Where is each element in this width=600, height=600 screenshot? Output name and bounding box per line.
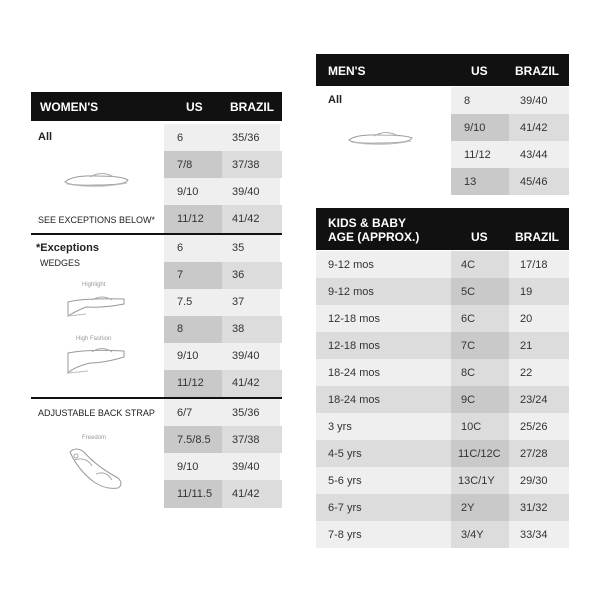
womens-see-exceptions-note: SEE EXCEPTIONS BELOW* bbox=[38, 215, 156, 225]
womens-strap-us-3: 11/11.5 bbox=[177, 488, 213, 500]
kids-brazil-4: 22 bbox=[520, 367, 533, 379]
kids-brazil-8: 29/30 bbox=[520, 475, 548, 487]
womens-exc-brazil-5: 41/42 bbox=[232, 377, 260, 389]
kids-title-line1: KIDS & BABY bbox=[328, 216, 407, 230]
mens-header bbox=[316, 54, 569, 86]
kids-us-2: 6C bbox=[461, 313, 476, 325]
womens-all-brazil-0: 35/36 bbox=[232, 132, 260, 144]
kids-age-10: 7-8 yrs bbox=[328, 529, 362, 541]
womens-header bbox=[31, 92, 282, 121]
womens-strap-brazil-1: 37/38 bbox=[232, 434, 260, 446]
kids-us-8: 13C/1Y bbox=[458, 475, 495, 487]
kids-age-9: 6-7 yrs bbox=[328, 502, 362, 514]
womens-all-brazil-1: 37/38 bbox=[232, 159, 260, 171]
mens-brazil-2: 43/44 bbox=[520, 149, 548, 161]
adjustable-back-strap-label: ADJUSTABLE BACK STRAP bbox=[38, 408, 155, 418]
kids-brazil-7: 27/28 bbox=[520, 448, 548, 460]
kids-us-band bbox=[451, 251, 509, 278]
kids-age-0: 9-12 mos bbox=[328, 259, 374, 271]
womens-all-label: All bbox=[38, 131, 53, 143]
womens-all-brazil-3: 41/42 bbox=[232, 213, 260, 225]
mens-flip-flop-illustration bbox=[346, 126, 416, 150]
womens-strap-us-2: 9/10 bbox=[177, 461, 199, 473]
womens-exc-us-1: 7 bbox=[177, 269, 184, 281]
kids-age-7: 4-5 yrs bbox=[328, 448, 362, 460]
womens-exc-us-0: 6 bbox=[177, 242, 184, 254]
womens-row-band bbox=[164, 262, 222, 289]
kids-brazil-1: 19 bbox=[520, 286, 533, 298]
kids-us-6: 10C bbox=[461, 421, 482, 433]
womens-exc-us-2: 7.5 bbox=[177, 296, 193, 308]
mens-brazil-heading: BRAZIL bbox=[515, 64, 559, 78]
kids-age-2: 12-18 mos bbox=[328, 313, 380, 325]
womens-strap-us-0: 6/7 bbox=[177, 407, 193, 419]
kids-brazil-10: 33/34 bbox=[520, 529, 548, 541]
kids-us-7: 11C/12C bbox=[458, 448, 501, 460]
kids-age-8: 5-6 yrs bbox=[328, 475, 362, 487]
mens-all-label: All bbox=[328, 94, 343, 106]
womens-all-us-0: 6 bbox=[177, 132, 184, 144]
kids-brazil-0: 17/18 bbox=[520, 259, 548, 271]
strap-sandal-illustration bbox=[66, 444, 126, 492]
womens-exc-brazil-3: 38 bbox=[232, 323, 245, 335]
womens-all-us-2: 9/10 bbox=[177, 186, 199, 198]
kids-brazil-6: 25/26 bbox=[520, 421, 548, 433]
kids-brazil-heading: BRAZIL bbox=[515, 230, 559, 244]
womens-strap-us-1: 7.5/8.5 bbox=[177, 434, 211, 446]
mens-us-3: 13 bbox=[464, 176, 477, 188]
womens-row-band bbox=[164, 151, 222, 178]
kids-us-10: 3/4Y bbox=[461, 529, 484, 541]
womens-exc-us-4: 9/10 bbox=[177, 350, 199, 362]
womens-exc-brazil-4: 39/40 bbox=[232, 350, 260, 362]
mens-brazil-1: 41/42 bbox=[520, 122, 548, 134]
womens-all-brazil-2: 39/40 bbox=[232, 186, 260, 198]
kids-brazil-2: 20 bbox=[520, 313, 533, 325]
kids-us-band bbox=[451, 386, 509, 413]
high-wedge-illustration bbox=[64, 345, 128, 375]
womens-row-band bbox=[222, 316, 282, 343]
kids-us-band bbox=[451, 305, 509, 332]
kids-age-6: 3 yrs bbox=[328, 421, 352, 433]
kids-brazil-9: 31/32 bbox=[520, 502, 548, 514]
highlight-caption: Highlight bbox=[82, 282, 106, 288]
kids-age-1: 9-12 mos bbox=[328, 286, 374, 298]
mens-us-heading: US bbox=[471, 64, 488, 78]
womens-exceptions-label: *Exceptions bbox=[36, 242, 99, 254]
kids-us-5: 9C bbox=[461, 394, 476, 406]
mens-brazil-0: 39/40 bbox=[520, 95, 548, 107]
womens-all-us-1: 7/8 bbox=[177, 159, 193, 171]
kids-us-band bbox=[451, 332, 509, 359]
kids-brazil-5: 23/24 bbox=[520, 394, 548, 406]
mens-row-band bbox=[451, 168, 509, 195]
womens-exc-brazil-1: 36 bbox=[232, 269, 245, 281]
wedge-sandal-illustration bbox=[64, 292, 128, 318]
freedom-caption: Freedom bbox=[82, 435, 107, 441]
womens-row-band bbox=[164, 316, 222, 343]
kids-us-heading: US bbox=[471, 230, 488, 244]
kids-brazil-3: 21 bbox=[520, 340, 533, 352]
kids-age-3: 12-18 mos bbox=[328, 340, 380, 352]
womens-strap-brazil-3: 41/42 bbox=[232, 488, 260, 500]
womens-all-us-3: 11/12 bbox=[177, 213, 204, 225]
mens-us-0: 8 bbox=[464, 95, 471, 107]
womens-brazil-heading: BRAZIL bbox=[230, 100, 274, 114]
kids-us-band bbox=[451, 278, 509, 305]
womens-strap-brazil-0: 35/36 bbox=[232, 407, 260, 419]
kids-us-9: 2Y bbox=[461, 502, 475, 514]
kids-us-0: 4C bbox=[461, 259, 476, 271]
womens-strap-brazil-2: 39/40 bbox=[232, 461, 260, 473]
kids-us-4: 8C bbox=[461, 367, 476, 379]
kids-title-line2: AGE (APPROX.) bbox=[328, 230, 420, 244]
womens-us-heading: US bbox=[186, 100, 203, 114]
high-fashion-caption: High Fashion bbox=[76, 336, 112, 342]
womens-wedges-label: WEDGES bbox=[40, 258, 81, 268]
kids-us-band bbox=[451, 494, 509, 521]
flip-flop-illustration bbox=[62, 162, 132, 192]
womens-exc-us-5: 11/12 bbox=[177, 377, 204, 389]
womens-exc-brazil-0: 35 bbox=[232, 242, 245, 254]
mens-us-1: 9/10 bbox=[464, 122, 486, 134]
mens-us-2: 11/12 bbox=[464, 149, 491, 161]
womens-exc-brazil-2: 37 bbox=[232, 296, 245, 308]
kids-age-5: 18-24 mos bbox=[328, 394, 380, 406]
kids-us-band bbox=[451, 359, 509, 386]
womens-exc-us-3: 8 bbox=[177, 323, 184, 335]
mens-title: MEN'S bbox=[328, 64, 366, 78]
womens-row-band bbox=[222, 262, 282, 289]
kids-header bbox=[316, 208, 569, 250]
mens-brazil-3: 45/46 bbox=[520, 176, 548, 188]
kids-age-4: 18-24 mos bbox=[328, 367, 380, 379]
womens-title: WOMEN'S bbox=[40, 100, 99, 114]
kids-us-1: 5C bbox=[461, 286, 476, 298]
kids-us-3: 7C bbox=[461, 340, 476, 352]
